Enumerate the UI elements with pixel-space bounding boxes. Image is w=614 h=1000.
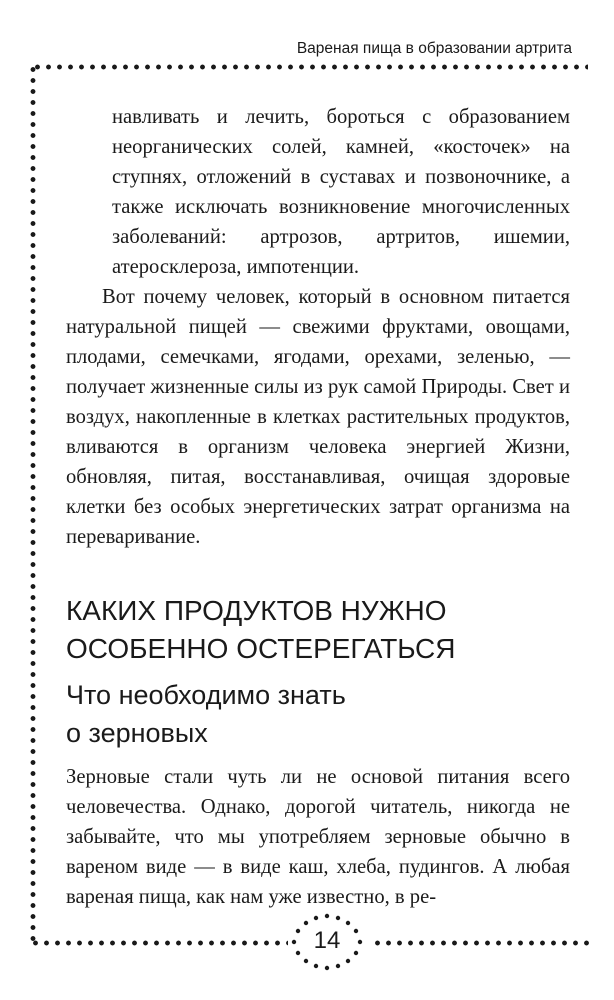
dotted-frame-top <box>32 64 588 70</box>
dotted-frame-bottom-left <box>30 940 288 946</box>
running-header: Вареная пища в образовании артрита <box>296 40 572 57</box>
page-number: 14 <box>313 927 341 954</box>
paragraph-grains <box>66 762 570 912</box>
section-heading-line-1: КАКИХ ПРОДУКТОВ НУЖНО <box>66 595 447 626</box>
section-heading-line-2: ОСОБЕННО ОСТЕРЕГАТЬСЯ <box>66 633 456 664</box>
paragraph-text: Вот почему человек, который в основном питается натуральной пищей — свежими фруктами, овощами, плодами, семечками, ягодами, орехами, зеленью, — получает жизненные силы из рук самой Природы. Свет и воздух, накопленные в клетках растительных продуктов, вливаются в организм человека энергией Жизни, обновляя, питая, восстанавливая, очищая здоровые клетки без особых энергетических затрат организма на переваривание. <box>66 286 570 548</box>
section-heading <box>66 592 586 668</box>
paragraph-text: навливать и лечить, бороться с образованием неорганических солей, камней, «косточек» на ступнях, отложений в суставах и позвоночнике, а также исключать возникновение многочисленных заболеваний: артрозов, артритов, ишемии, атеросклероза, импотенции. <box>112 106 570 278</box>
sub-heading-line-1: Что необходимо знать <box>66 680 346 710</box>
sub-heading-line-2: о зерновых <box>66 718 208 748</box>
dotted-frame-bottom-right <box>372 940 590 946</box>
sub-heading <box>66 676 586 752</box>
dotted-frame-left <box>30 64 36 944</box>
paragraph-natural-food <box>66 282 570 552</box>
paragraph-text: Зерновые стали чуть ли не основой питания всего человечества. Однако, дорогой читатель, никогда не забывайте, что мы употребляем зерновые обычно в вареном виде — в виде каш, хлеба, пудингов. А любая вареная пища, как нам уже известно, в ре- <box>66 766 570 908</box>
paragraph-continuation <box>112 102 570 282</box>
